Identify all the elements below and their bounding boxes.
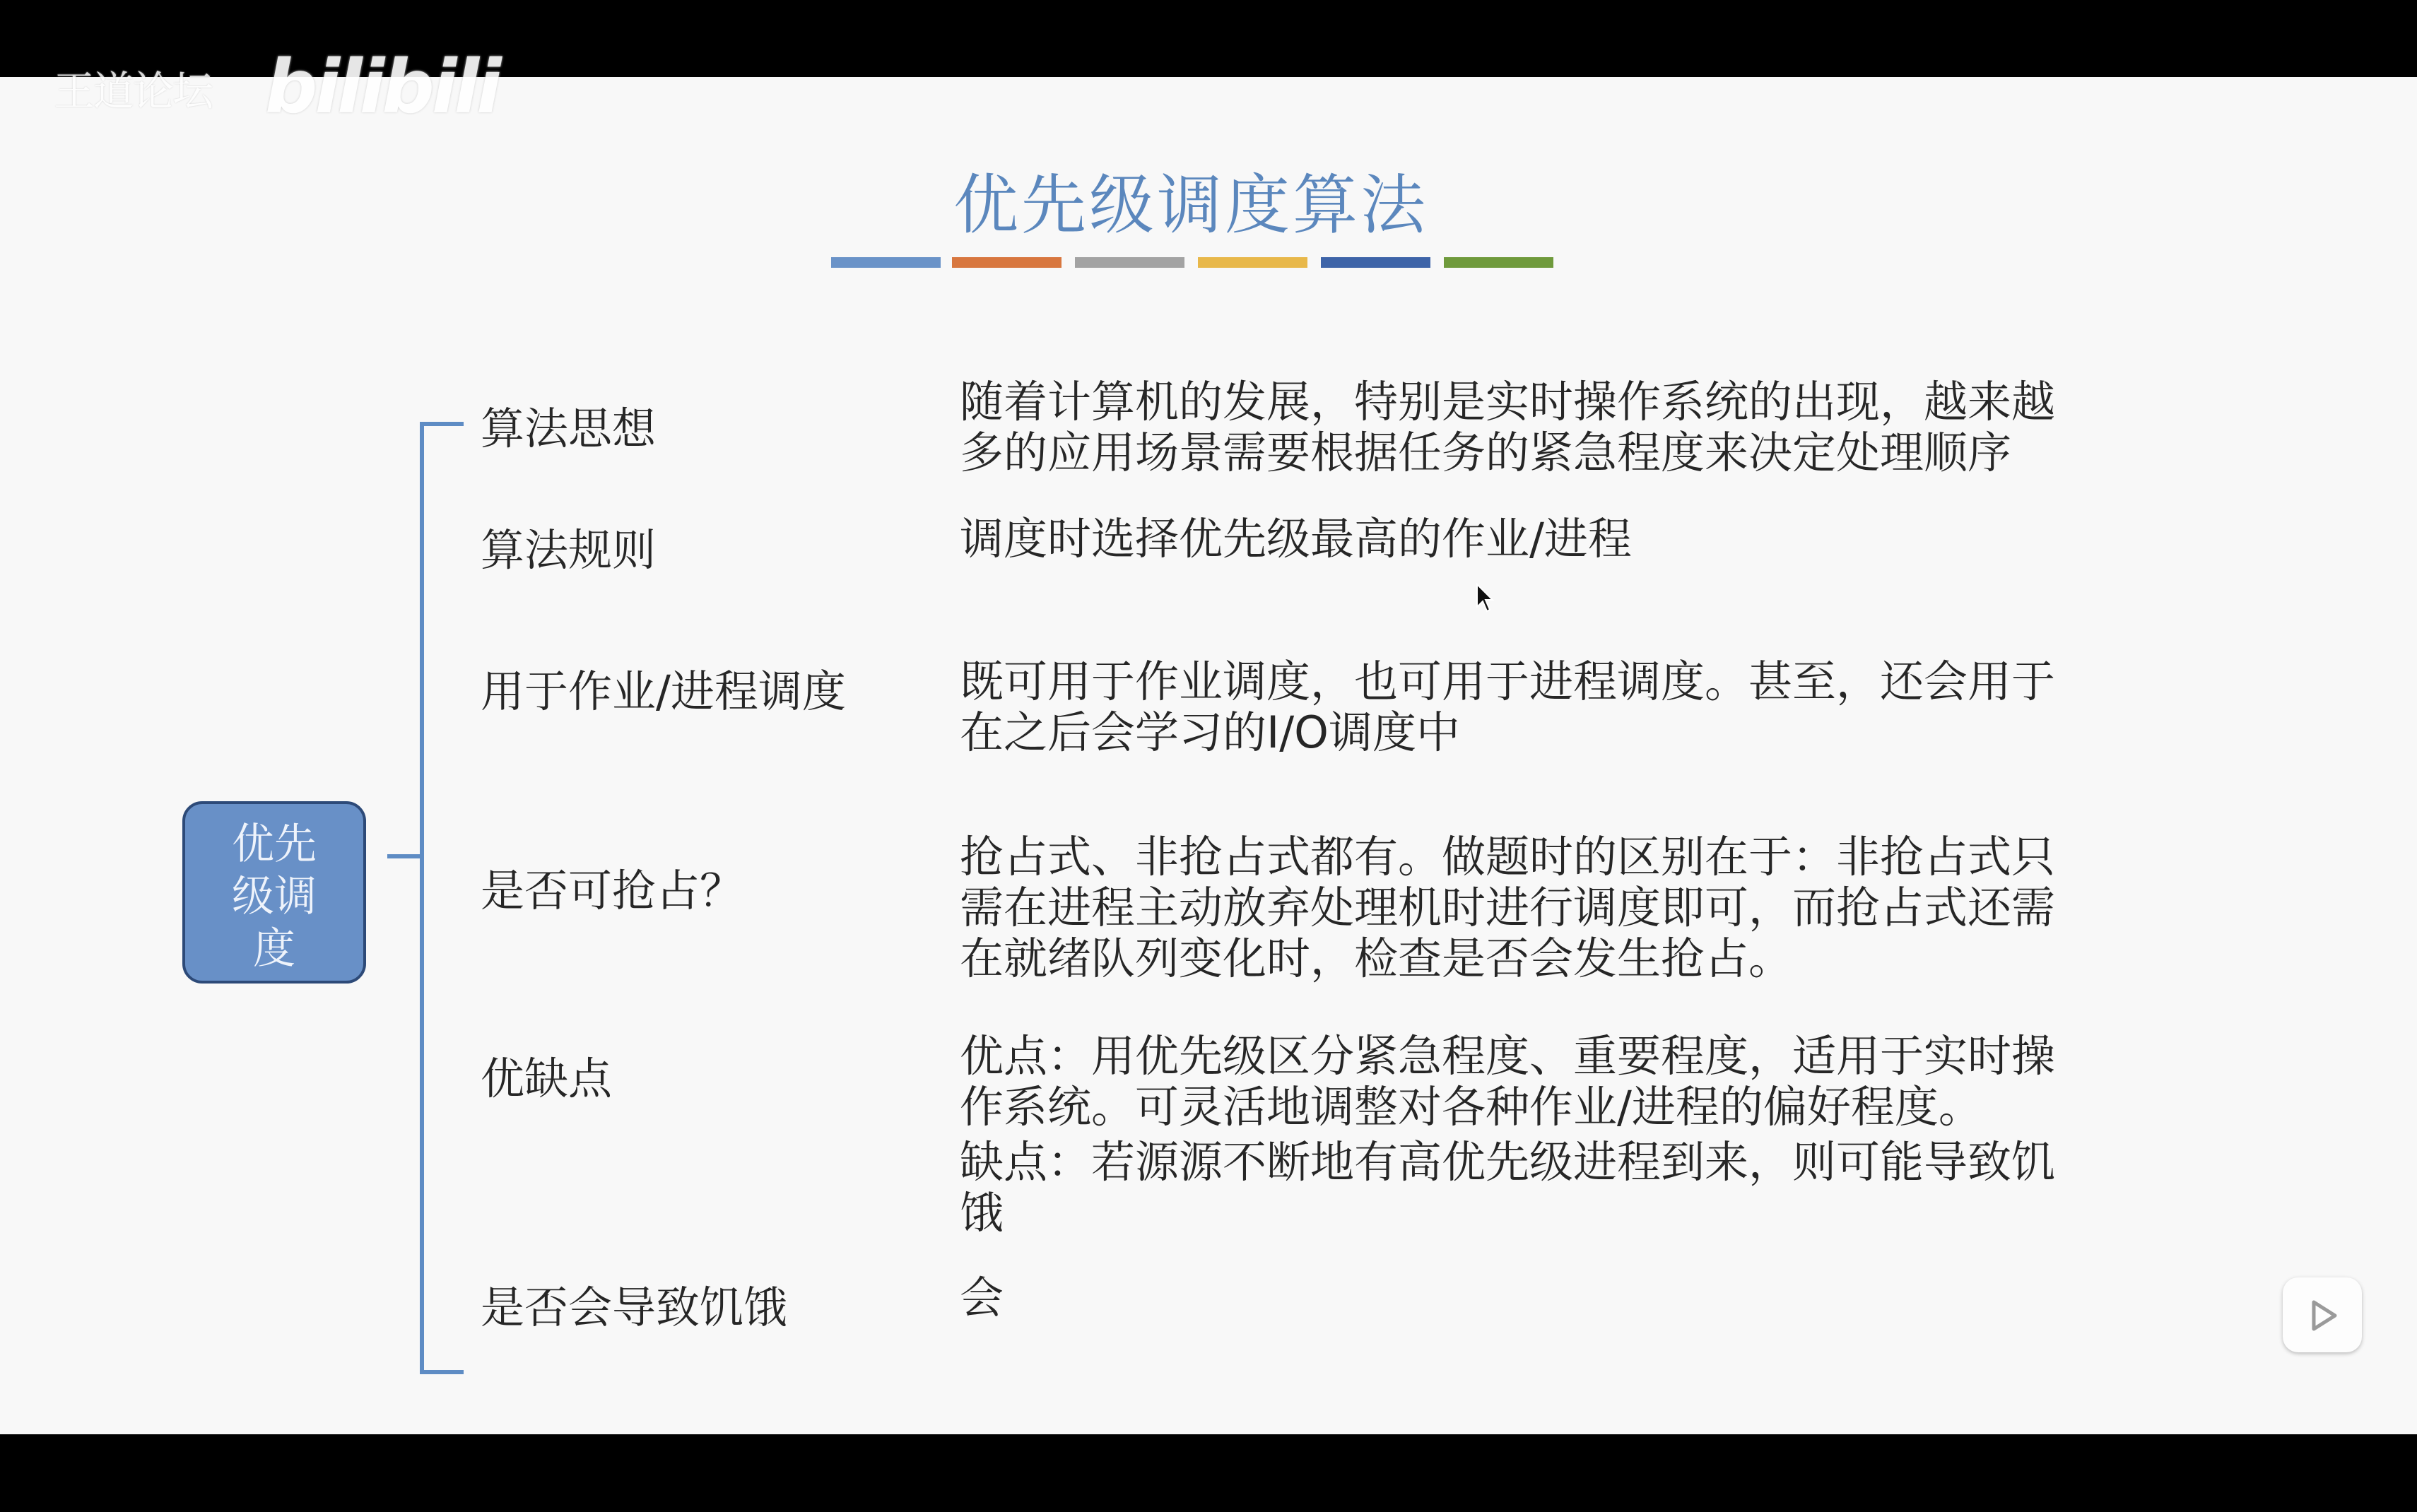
row-label-pros-cons: 优缺点 xyxy=(481,1053,613,1104)
slide xyxy=(0,77,2417,1434)
row-desc-job-process: 既可用于作业调度，也可用于进程调度。甚至，还会用于 在之后会学习的I/O调度中 xyxy=(960,656,2056,758)
mindmap-bracket-bottom xyxy=(420,1370,464,1374)
row-desc-algorithm-idea: 随着计算机的发展，特别是实时操作系统的出现，越来越 多的应用场景需要根据任务的紧急程度来决定处理顺序 xyxy=(960,376,2056,478)
mindmap-bracket-top xyxy=(420,422,464,426)
play-button[interactable] xyxy=(2283,1277,2362,1352)
video-letterbox-bottom xyxy=(0,1434,2417,1512)
stripe-6 xyxy=(1444,257,1553,268)
mouse-cursor-icon xyxy=(1476,583,1498,617)
mindmap-bracket-line xyxy=(420,422,424,1372)
row-label-algorithm-rule: 算法规则 xyxy=(481,524,657,576)
row-desc-preemptive: 抢占式、非抢占式都有。做题时的区别在于：非抢占式只 需在进程主动放弃处理机时进行调度即可，而抢占式还需 在就绪队列变化时，检查是否会发生抢占。 xyxy=(960,831,2056,984)
row-label-job-process: 用于作业/进程调度 xyxy=(481,666,846,717)
mindmap-bracket-connector xyxy=(387,854,424,858)
row-desc-cons: 缺点：若源源不断地有高优先级进程到来，则可能导致饥 饿 xyxy=(960,1136,2056,1239)
stripe-1 xyxy=(831,257,941,268)
slide-title: 优先级调度算法 xyxy=(953,167,1428,243)
row-label-preemptive: 是否可抢占？ xyxy=(481,865,744,916)
stripe-3 xyxy=(1075,257,1184,268)
stripe-4 xyxy=(1198,257,1307,268)
row-desc-starvation: 会 xyxy=(960,1272,1004,1323)
row-desc-pros: 优点：用优先级区分紧急程度、重要程度，适用于实时操 作系统。可灵活地调整对各种作业/进程的偏好程度。 xyxy=(960,1030,2056,1133)
root-node-label: 优先 级调 度 xyxy=(232,820,317,974)
stripe-2 xyxy=(952,257,1062,268)
row-label-algorithm-idea: 算法思想 xyxy=(481,403,657,454)
play-icon xyxy=(2283,1277,2362,1352)
watermark-text: 王道论坛 xyxy=(54,67,213,115)
row-desc-algorithm-rule: 调度时选择优先级最高的作业/进程 xyxy=(960,513,1632,565)
bilibili-logo: bilibili xyxy=(265,44,499,130)
mindmap-root-node xyxy=(182,801,366,984)
stripe-5 xyxy=(1321,257,1430,268)
row-label-starvation: 是否会导致饥饿 xyxy=(481,1282,788,1333)
